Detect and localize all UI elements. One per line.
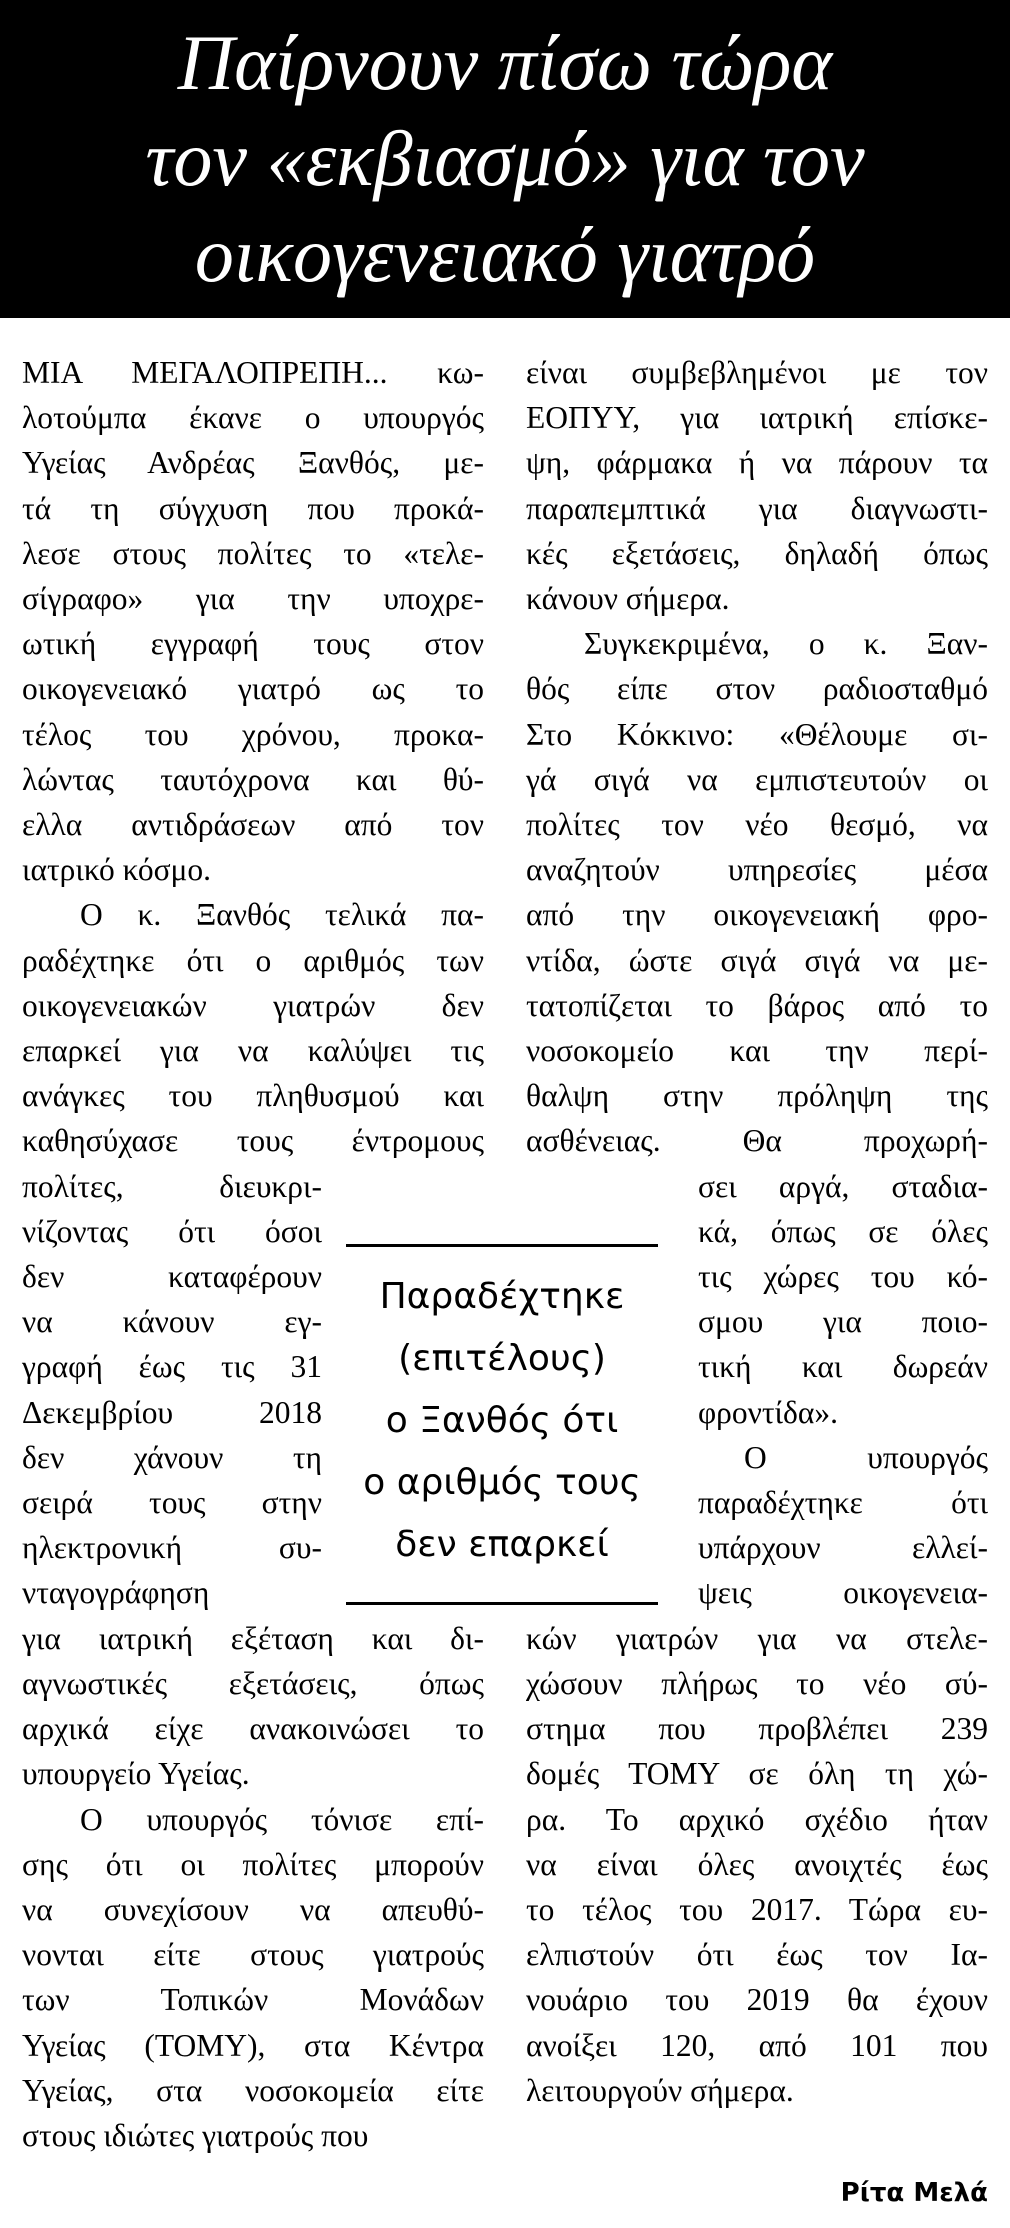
pull-quote-top-rule <box>346 1244 658 1247</box>
pull-quote-line: Παραδέχτηκε <box>379 1276 625 1317</box>
article-line: τις χώρες του κό- <box>698 1259 988 1295</box>
article-line: χώσουν πλήρως το νέο σύ- <box>526 1665 988 1701</box>
article-line: αγνωστικές εξετάσεις, όπως <box>22 1665 484 1701</box>
article-line: νουάριο του 2019 θα έχουν <box>526 1982 988 2018</box>
headline-banner <box>0 0 1010 318</box>
article-line: Υγείας (ΤΟΜΥ), στα Κέντρα <box>22 2027 484 2063</box>
article-line: ελπιστούν ότι έως τον Ια- <box>526 1937 988 1973</box>
article-line: ΜΙΑ ΜΕΓΑΛΟΠΡΕΠΗ... κω- <box>22 355 484 390</box>
article-line: ασθένειας. Θα προχωρή- <box>526 1123 988 1159</box>
article-line: κές εξετάσεις, δηλαδή όπως <box>526 535 988 571</box>
article-line: θαλψη στην πρόληψη της <box>526 1078 988 1114</box>
article-line: ηλεκτρονική συ- <box>22 1530 322 1566</box>
pull-quote-line: (επιτέλους) <box>398 1338 606 1379</box>
headline-line-3: οικογενειακό γιατρό <box>194 211 816 298</box>
article-line: από την οικογενειακή φρο- <box>526 897 988 933</box>
article-line: ραδέχτηκε ότι ο αριθμός των <box>22 942 484 978</box>
pull-quote-bottom-rule <box>346 1602 658 1605</box>
article-line: τατοπίζεται το βάρος από το <box>526 987 988 1023</box>
article-line: το τέλος του 2017. Τώρα ευ- <box>526 1891 988 1927</box>
article-line: ΕΟΠΥΥ, για ιατρική επίσκε- <box>526 400 988 436</box>
article-line: Ο υπουργός <box>744 1439 988 1475</box>
article-line: ιατρικό κόσμο. <box>22 852 212 888</box>
article-line: αρχικά είχε ανακοινώσει το <box>22 1711 484 1747</box>
article-line: ψη, φάρμακα ή να πάρουν τα <box>526 445 988 481</box>
article-line: λειτουργούν σήμερα. <box>526 2072 794 2108</box>
article-line: Υγείας, στα νοσοκομεία είτε <box>22 2072 484 2108</box>
article-line: Δεκεμβρίου 2018 <box>22 1394 322 1430</box>
article-line: να είναι όλες ανοιχτές έως <box>526 1846 988 1882</box>
article-line: οικογενειακών γιατρών δεν <box>22 987 484 1023</box>
article-line: στους ιδιώτες γιατρούς που <box>22 2117 369 2153</box>
article-line: Υγείας Ανδρέας Ξανθός, με- <box>22 445 484 481</box>
article-line: σμου για ποιο- <box>698 1304 988 1340</box>
article-line: Συγκεκριμένα, ο κ. Ξαν- <box>584 626 988 662</box>
article-line: σίγραφο» για την υποχρε- <box>22 581 484 617</box>
article-line: σης ότι οι πολίτες μπορούν <box>22 1846 484 1882</box>
article-line: πολίτες, διευκρι- <box>22 1168 322 1204</box>
article-column-right <box>526 350 988 2113</box>
article-line: αναζητούν υπηρεσίες μέσα <box>526 852 988 888</box>
article-line: ελλα αντιδράσεων από τον <box>22 807 484 843</box>
article-line: νταγογράφηση <box>22 1575 210 1611</box>
article-line: γά σιγά να εμπιστευτούν οι <box>526 761 988 797</box>
article-line: λοτούμπα έκανε ο υπουργός <box>22 400 484 436</box>
headline-line-2: τον «εκβιασμό» για τον <box>145 115 865 202</box>
article-line: λώντας ταυτόχρονα και θύ- <box>22 761 484 797</box>
article-line: καθησύχασε τους έντρομους <box>22 1123 484 1159</box>
article-line: θός είπε στον ραδιοσταθμό <box>526 671 988 707</box>
article-line: ωτική εγγραφή τους στον <box>22 626 484 662</box>
article-line: Ο κ. Ξανθός τελικά πα- <box>80 897 484 933</box>
article-line: Στο Κόκκινο: «Θέλουμε σι- <box>526 716 988 752</box>
article-line: σειρά τους στην <box>22 1485 322 1521</box>
pull-quote <box>340 1244 664 1644</box>
article-line: των Τοπικών Μονάδων <box>22 1982 484 2018</box>
article-line: κάνουν σήμερα. <box>526 581 730 617</box>
pull-quote-line: ο Ξανθός ότι <box>385 1400 619 1441</box>
article-line: γραφή έως τις 31 <box>22 1349 322 1385</box>
article-line: ανάγκες του πληθυσμού και <box>22 1078 484 1114</box>
article-line: επαρκεί για να καλύψει τις <box>22 1033 484 1069</box>
article-line: κών γιατρών για να στελε- <box>526 1620 988 1656</box>
article-line: πολίτες τον νέο θεσμό, να <box>526 807 988 843</box>
article-line: τά τη σύγχυση που προκά- <box>22 490 484 526</box>
author-signature: Ρίτα Μελά <box>840 2178 988 2208</box>
article-line: ντίδα, ώστε σιγά σιγά να με- <box>526 942 988 978</box>
article-line: είναι συμβεβλημένοι με τον <box>526 355 988 390</box>
article-line: ανοίξει 120, από 101 που <box>526 2027 988 2063</box>
article-line: ψεις οικογενεια- <box>698 1575 988 1611</box>
article-line: τική και δωρεάν <box>698 1349 988 1385</box>
pull-quote-text <box>340 1266 664 1576</box>
article-line: φροντίδα». <box>698 1394 838 1430</box>
article-line: νοσοκομείο και την περί- <box>526 1033 988 1069</box>
article-line: νονται είτε στους γιατρούς <box>22 1937 484 1973</box>
article-line: δεν χάνουν τη <box>22 1439 322 1475</box>
article-line: υπουργείο Υγείας. <box>22 1756 250 1792</box>
article-line: λεσε στους πολίτες το «τελε- <box>22 535 484 571</box>
article-line: παραπεμπτικά για διαγνωστι- <box>526 490 988 526</box>
article-line: υπάρχουν ελλεί- <box>698 1530 988 1566</box>
article-line: να συνεχίσουν να απευθύ- <box>22 1891 484 1927</box>
headline-line-1: Παίρνουν πίσω τώρα <box>177 19 833 106</box>
article-line: στημα που προβλέπει 239 <box>526 1711 988 1747</box>
article-line: να κάνουν εγ- <box>22 1304 322 1340</box>
article-line: νίζοντας ότι όσοι <box>22 1213 322 1249</box>
article-line: για ιατρική εξέταση και δι- <box>22 1620 484 1656</box>
article-line: σει αργά, σταδια- <box>698 1168 988 1204</box>
article-line: οικογενειακό γιατρό ως το <box>22 671 484 707</box>
article-line: Ο υπουργός τόνισε επί- <box>80 1801 484 1837</box>
article-line: παραδέχτηκε ότι <box>698 1485 988 1521</box>
pull-quote-line: ο αριθμός τους <box>363 1462 641 1503</box>
article-line: δεν καταφέρουν <box>22 1259 322 1295</box>
article-line: ρα. Το αρχικό σχέδιο ήταν <box>526 1801 988 1837</box>
article-line: τέλος του χρόνου, προκα- <box>22 716 484 752</box>
article-line: κά, όπως σε όλες <box>698 1213 988 1249</box>
article-line: δομές ΤΟΜΥ σε όλη τη χώ- <box>526 1756 988 1792</box>
pull-quote-line: δεν επαρκεί <box>395 1524 609 1565</box>
